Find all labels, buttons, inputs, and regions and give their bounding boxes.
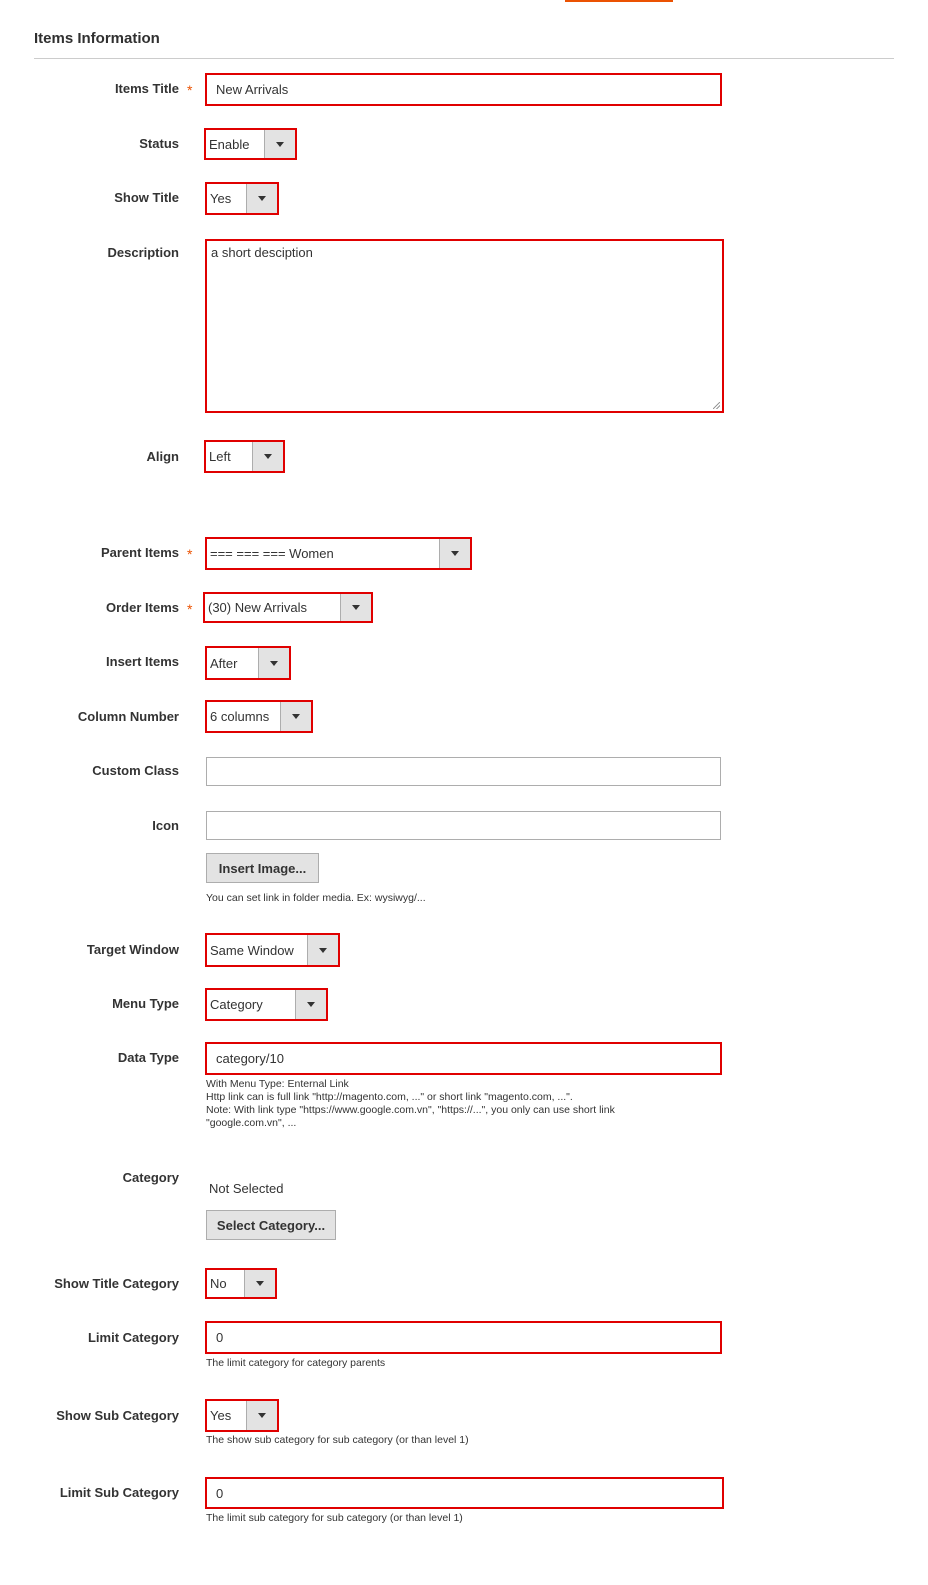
show-title-select[interactable]: Yes [205,182,279,215]
limit-sub-category-note: The limit sub category for sub category (or than level 1) [206,1512,463,1524]
custom-class-label: Custom Class [92,763,179,778]
limit-sub-category-input[interactable]: 0 [205,1477,724,1509]
data-type-note-line: "google.com.vn", ... [206,1117,297,1129]
data-type-note-line: Http link can is full link "http://magento.com, ..." or short link "magento.com, ...". [206,1091,573,1103]
insert-image-button[interactable]: Insert Image... [206,853,319,883]
show-sub-category-label: Show Sub Category [56,1408,179,1423]
menu-type-label: Menu Type [112,996,179,1011]
show-title-label: Show Title [114,190,179,205]
chevron-down-icon [258,648,289,678]
show-sub-category-note: The show sub category for sub category (or than level 1) [206,1434,469,1446]
icon-input[interactable] [206,811,721,840]
chevron-down-icon [307,935,338,965]
select-category-button[interactable]: Select Category... [206,1210,336,1240]
insert-items-label: Insert Items [106,654,179,669]
limit-category-label: Limit Category [87,1330,179,1345]
order-items-select[interactable]: (30) New Arrivals [203,592,373,623]
target-window-label: Target Window [86,942,179,957]
chevron-down-icon [280,702,311,731]
show-title-category-label: Show Title Category [54,1276,179,1291]
menu-type-select[interactable]: Category [205,988,328,1021]
limit-category-note: The limit category for category parents [206,1357,386,1369]
required-mark: * [187,601,193,617]
description-textarea[interactable]: a short desciption [205,239,724,413]
chevron-down-icon [246,184,277,213]
category-label: Category [122,1170,179,1185]
parent-items-select[interactable]: === === === Women [205,537,472,570]
chevron-down-icon [246,1401,277,1430]
custom-class-input[interactable] [206,757,721,786]
section-divider [34,58,894,59]
items-title-input[interactable]: New Arrivals [205,73,722,106]
data-type-note-line: With Menu Type: Enternal Link [206,1078,349,1090]
parent-items-label: Parent Items [100,545,179,560]
section-title: Items Information [34,30,160,47]
icon-note: You can set link in folder media. Ex: wysiwyg/... [206,892,426,904]
top-accent-bar [565,0,673,2]
status-label: Status [139,136,179,151]
chevron-down-icon [252,442,283,471]
chevron-down-icon [295,990,326,1019]
limit-sub-category-label: Limit Sub Category [59,1485,179,1500]
limit-category-input[interactable]: 0 [205,1321,722,1354]
resize-handle-icon[interactable] [713,402,720,409]
column-number-select[interactable]: 6 columns [205,700,313,733]
data-type-note-line: Note: With link type "https://www.google.com.vn", "https://...", you only can use short link [206,1104,615,1116]
show-title-category-select[interactable]: No [205,1268,277,1299]
column-number-label: Column Number [77,709,179,724]
data-type-label: Data Type [117,1050,179,1065]
category-value: Not Selected [209,1181,284,1196]
chevron-down-icon [244,1270,275,1297]
chevron-down-icon [439,539,470,568]
order-items-label: Order Items [106,600,179,615]
icon-label: Icon [152,818,179,833]
insert-items-select[interactable]: After [205,646,291,680]
show-sub-category-select[interactable]: Yes [205,1399,279,1432]
description-label: Description [107,245,179,260]
data-type-input[interactable]: category/10 [205,1042,722,1075]
required-mark: * [187,546,193,562]
chevron-down-icon [340,594,371,621]
chevron-down-icon [264,130,295,158]
target-window-select[interactable]: Same Window [205,933,340,967]
align-select[interactable]: Left [204,440,285,473]
align-label: Align [146,449,179,464]
items-title-label: Items Title [114,81,179,96]
required-mark: * [187,82,193,98]
status-select[interactable]: Enable [204,128,297,160]
